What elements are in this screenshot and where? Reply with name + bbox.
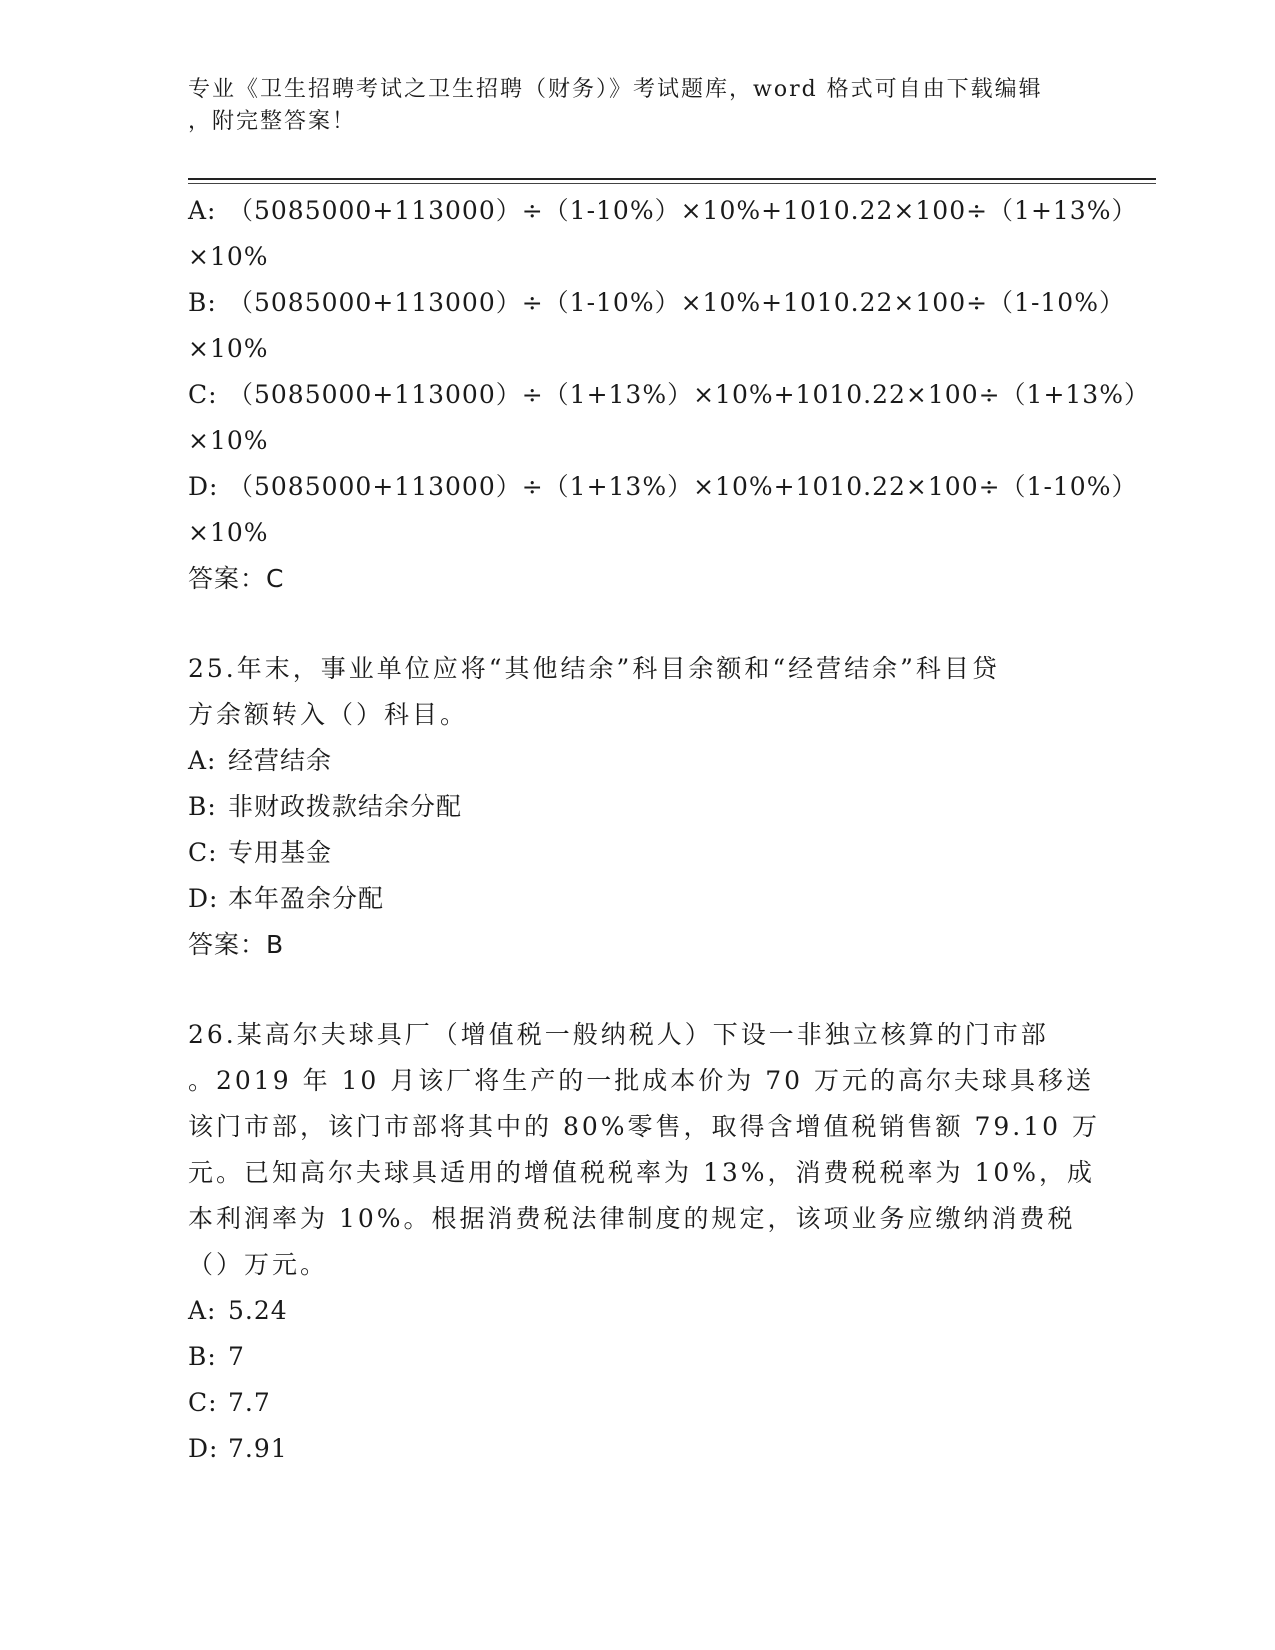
- option-label: C:: [188, 380, 218, 409]
- option-d-cont: ×10%: [188, 518, 269, 547]
- option-a: [188, 1288, 1088, 1334]
- option-b-cont: ×10%: [188, 334, 269, 363]
- option-label: C:: [188, 838, 218, 867]
- option-label: D:: [188, 1434, 219, 1463]
- option-text: 7: [228, 1342, 245, 1371]
- option-b: [188, 784, 1088, 830]
- header-divider: [188, 178, 1156, 180]
- option-b: [188, 280, 1125, 326]
- option-label: A:: [188, 1296, 217, 1325]
- answer-25: 答案：B: [188, 930, 285, 959]
- option-label: B:: [188, 1342, 217, 1371]
- option-a: [188, 188, 1138, 234]
- question-24: [188, 188, 1150, 602]
- option-text: 经营结余: [228, 746, 333, 775]
- option-d: [188, 1426, 1088, 1472]
- question-line: 方余额转入（）科目。: [188, 700, 469, 729]
- question-line: 。2019 年 10 月该厂将生产的一批成本价为 70 万元的高尔夫球具移送: [188, 1066, 1094, 1095]
- option-text: （5085000+113000）÷（1-10%）×10%+1010.22×100÷（1+13%）: [228, 196, 1138, 225]
- option-text: 5.24: [228, 1296, 288, 1325]
- option-a-cont: ×10%: [188, 242, 269, 271]
- option-d: [188, 876, 1088, 922]
- header-line-2: ，附完整答案！: [188, 109, 357, 134]
- question-line: （）万元。: [188, 1250, 329, 1279]
- option-label: B:: [188, 792, 217, 821]
- question-content: [188, 188, 1150, 1472]
- question-line: 25.年末，事业单位应将“其他结余”科目余额和“经营结余”科目贷: [188, 654, 1000, 683]
- option-text: 7.7: [228, 1388, 271, 1417]
- option-label: A:: [188, 746, 217, 775]
- option-text: 非财政拨款结余分配: [228, 792, 463, 821]
- question-line: 元。已知高尔夫球具适用的增值税税率为 13%，消费税税率为 10%，成: [188, 1158, 1096, 1187]
- option-label: C:: [188, 1388, 218, 1417]
- option-label: D:: [188, 472, 219, 501]
- header-line-1: 专业《卫生招聘考试之卫生招聘（财务）》考试题库，word 格式可自由下载编辑: [188, 77, 1043, 102]
- answer-24: 答案：C: [188, 564, 285, 593]
- option-c: [188, 1380, 1088, 1426]
- question-line: 该门市部，该门市部将其中的 80%零售，取得含增值税销售额 79.10 万: [188, 1112, 1100, 1141]
- option-b: [188, 1334, 1088, 1380]
- option-label: D:: [188, 884, 219, 913]
- option-text: （5085000+113000）÷（1+13%）×10%+1010.22×100÷（1+13%）: [228, 380, 1150, 409]
- spacer: [188, 602, 1088, 646]
- option-text: （5085000+113000）÷（1+13%）×10%+1010.22×100÷（1-10%）: [228, 472, 1138, 501]
- option-c: [188, 830, 1088, 876]
- question-25-text: [188, 646, 1088, 738]
- option-label: A:: [188, 196, 217, 225]
- option-d: [188, 464, 1138, 510]
- option-text: （5085000+113000）÷（1-10%）×10%+1010.22×100÷（1-10%）: [228, 288, 1125, 317]
- header-divider-thin: [188, 183, 1156, 184]
- option-c-cont: ×10%: [188, 426, 269, 455]
- question-26: [188, 1012, 1100, 1472]
- option-a: [188, 738, 1088, 784]
- question-line: 26.某高尔夫球具厂（增值税一般纳税人）下设一非独立核算的门市部: [188, 1020, 1049, 1049]
- question-line: 本利润率为 10%。根据消费税法律制度的规定，该项业务应缴纳消费税: [188, 1204, 1076, 1233]
- option-text: 7.91: [228, 1434, 288, 1463]
- document-header: [188, 74, 1068, 138]
- option-c: [188, 372, 1150, 418]
- option-text: 专用基金: [228, 838, 333, 867]
- option-label: B:: [188, 288, 217, 317]
- option-text: 本年盈余分配: [228, 884, 385, 913]
- question-25: [188, 646, 1088, 968]
- spacer: [188, 968, 1088, 1012]
- question-26-text: [188, 1012, 1100, 1288]
